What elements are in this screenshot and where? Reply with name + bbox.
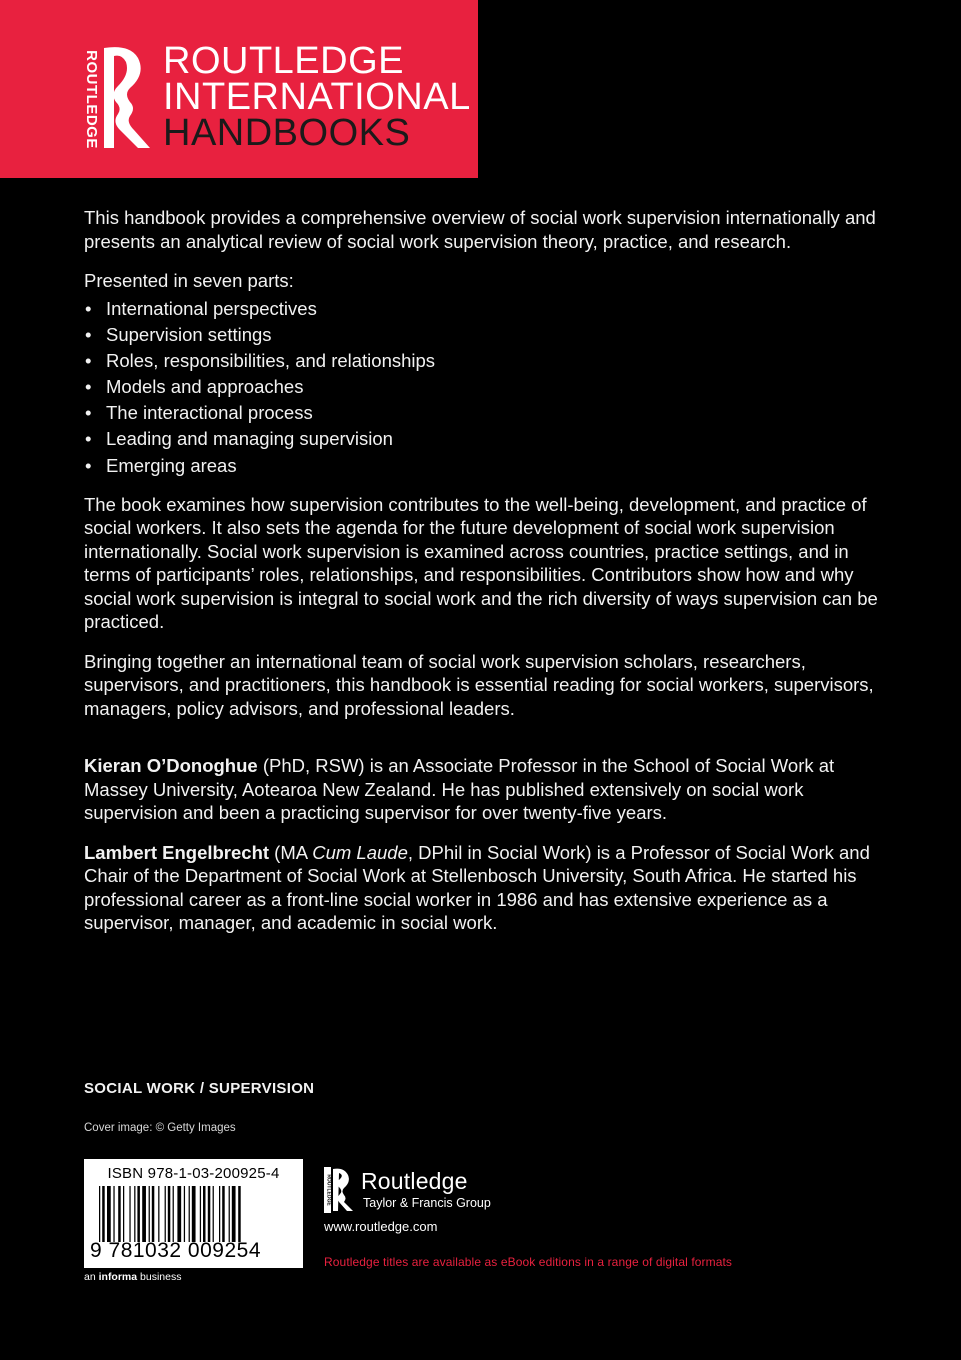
series-banner	[0, 0, 478, 178]
publisher-group: Taylor & Francis Group	[363, 1196, 491, 1210]
publisher-url[interactable]: www.routledge.com	[324, 1219, 438, 1234]
intro-paragraph: This handbook provides a comprehensive overview of social work supervision internationally and presents an analytical review of social work supervision theory, practice, and research.	[84, 207, 876, 252]
barcode-digits: 9 781032 009254	[90, 1239, 261, 1262]
author-name: Kieran O’Donoghue	[84, 755, 258, 777]
parts-heading: Presented in seven parts:	[84, 270, 294, 291]
list-item: • Roles, responsibilities, and relationships	[85, 349, 436, 371]
back-cover-text	[84, 206, 894, 951]
list-item: • The interactional process	[85, 402, 313, 424]
audience-paragraph: Bringing together an international team of social work supervision scholars, researchers, supervisors, and practitioners, this handbook is essential reading for social workers, supervisors, managers, policy advisors, and professional leaders.	[84, 650, 874, 719]
parts-list	[84, 296, 894, 479]
svg-text:ROUTLEDGE: ROUTLEDGE	[325, 1174, 332, 1206]
series-title-line-2: INTERNATIONAL	[163, 76, 471, 118]
ebook-note: Routledge titles are available as eBook editions in a range of digital formats	[324, 1255, 733, 1269]
series-vertical-label: ROUTLEDGE	[82, 49, 100, 149]
cover-credit: Cover image: © Getty Images	[84, 1122, 236, 1134]
barcode-icon	[99, 1186, 289, 1242]
list-item: • International perspectives	[85, 297, 317, 319]
series-title-line-3: HANDBOOKS	[163, 112, 411, 154]
list-item: • Emerging areas	[85, 454, 237, 476]
routledge-logo-icon	[324, 1167, 354, 1213]
isbn-barcode	[84, 1159, 303, 1268]
list-item: • Supervision settings	[85, 323, 272, 345]
list-item: • Leading and managing supervision	[85, 428, 393, 450]
description-paragraph: The book examines how supervision contributes to the well-being, development, and practice of social workers. It also sets the agenda for the future development of social work supervision internationally. Social work supervision is examined across countries, practice settings, and in terms of participants’ roles, relationships, and responsibilities. Contributors show how and why social work supervision is integral to social work and the rich diversity of ways supervision can be practiced.	[84, 493, 878, 633]
author-bio: Kieran O’Donoghue (PhD, RSW) is an Associate Professor in the School of Social Work at Massey University, Aotearoa New Zealand. He has published extensively on social work supervision and been a practicing supervisor for over twenty-five years.	[84, 755, 835, 824]
routledge-profile-logo-icon	[100, 44, 154, 150]
author-bios	[84, 754, 894, 935]
author-name: Lambert Engelbrecht	[84, 841, 270, 863]
list-item: • Models and approaches	[85, 376, 304, 398]
series-title-line-1: ROUTLEDGE	[163, 40, 404, 82]
publisher-name: Routledge	[361, 1168, 468, 1194]
author-bio: Lambert Engelbrecht (MA Cum Laude, DPhil in Social Work) is a Professor of Social Work and Chair of the Department of Social Work at Stellenbosch University, South Africa. He started his professional career as a front-line social worker in 1986 and has extensive experience as a supervisor, manager, and academic in social work.	[84, 841, 870, 934]
isbn-number: ISBN 978-1-03-200925-4	[107, 1165, 280, 1182]
informa-business-label: an informa business	[84, 1271, 182, 1283]
subject-category: SOCIAL WORK / SUPERVISION	[84, 1080, 315, 1097]
